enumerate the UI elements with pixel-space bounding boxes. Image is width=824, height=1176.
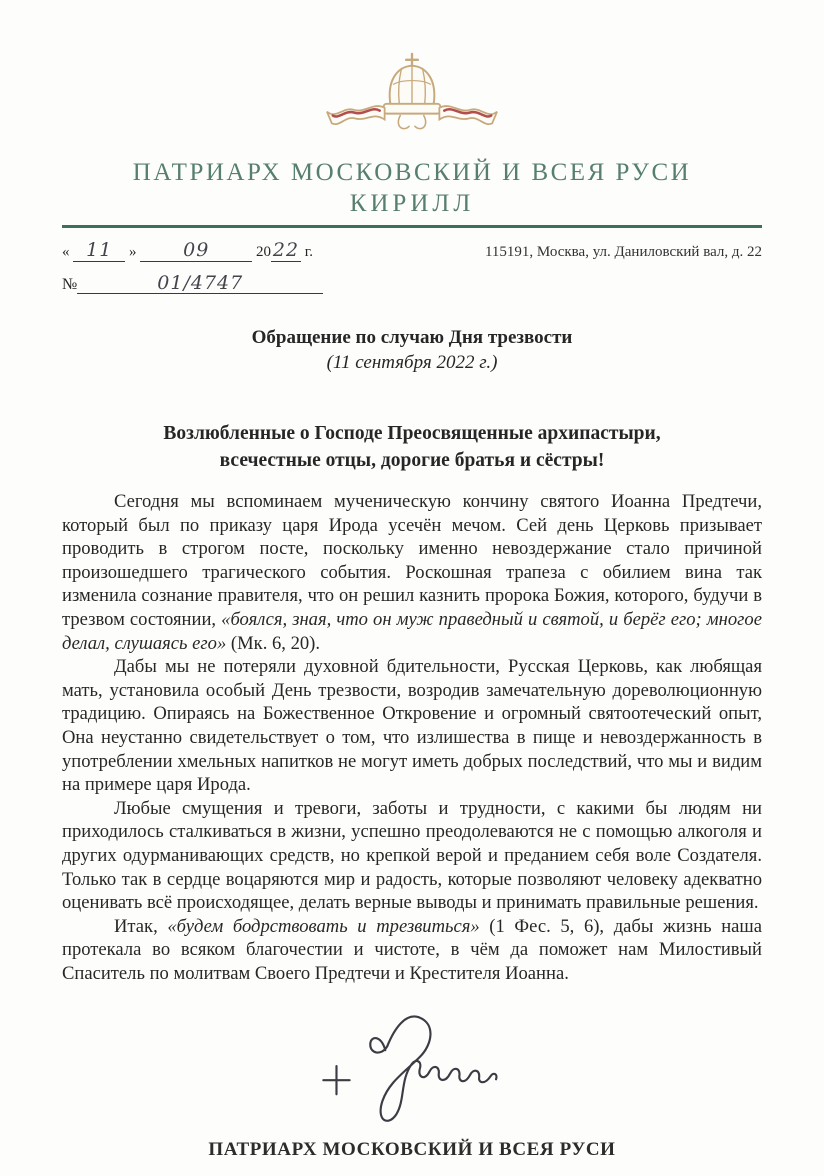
date-line (62, 239, 313, 262)
date-month-value: 09 (183, 239, 210, 261)
scripture-reference-mark: (Мк. 6, 20). (226, 632, 321, 654)
paragraph-2 (62, 655, 762, 797)
document-number-label: № (62, 276, 78, 293)
salutation-line-2: всечестные отцы, дорогие братья и сёстры! (219, 450, 605, 471)
meta-row (62, 239, 762, 262)
patriarchal-mitre-icon (324, 50, 500, 142)
paragraph-3 (62, 797, 762, 915)
letterhead-heading (62, 157, 762, 219)
letter-body (62, 490, 762, 985)
letterhead-address: 115191, Москва, ул. Даниловский вал, д. 22 (484, 244, 762, 260)
salutation-line-1: Возлюбленные о Господе Преосвященные архипастыри, (163, 423, 661, 444)
document-number-value: 01/4747 (157, 272, 244, 294)
paragraph-1 (62, 490, 762, 655)
date-year-value: 22 (272, 239, 300, 261)
scripture-quote-mark: «боялся, зная, что он муж праведный и святой, и берёг его; многое делал, слушаясь его» (62, 608, 762, 654)
paragraph-4-text: Итак, (114, 915, 168, 937)
date-open-quote: « (62, 244, 70, 260)
date-day-value: 11 (86, 239, 113, 261)
scripture-quote-thessalonians: «будем бодрствовать и трезвиться» (167, 915, 480, 937)
date-year-suffix: г. (304, 244, 313, 260)
paragraph-1-text: Сегодня мы вспоминаем мученическую кончину святого Иоанна Предтечи, который был по приказу царя Ирода усечён мечом. Сей день Церковь призывает проводить в строгом посте, поскольку именно невоздержание стало причиной произошедшего трагического события. Роскошная трапеза с обилием вина так изменила сознание правителя, что он решил казнить пророка Божия, которого, будучи в трезвом состоянии, (62, 491, 762, 630)
signer-role: ПАТРИАРХ МОСКОВСКИЙ И ВСЕЯ РУСИ (208, 1139, 616, 1161)
date-close-quote: » (129, 244, 137, 260)
letterhead-divider (62, 225, 762, 228)
document-date-subtitle: (11 сентября 2022 г.) (326, 352, 498, 373)
letterhead-crest (62, 0, 762, 147)
paragraph-2-text: Дабы мы не потеряли духовной бдительности, Русская Церковь, как любящая мать, установила особый День трезвости, возродив замечательную дореволюционную традицию. Опираясь на Божественное Откровение и огромный святоотеческий опыт, Она неустанно свидетельствует о том, что излишества в пище и невоздержанность в употреблении хмельных напитков не могут иметь добрых последствий, что мы и видим на примере царя Ирода. (62, 656, 762, 796)
document-title: Обращение по случаю Дня трезвости (251, 327, 573, 348)
signature-cross-icon (323, 1067, 349, 1095)
paragraph-4 (62, 915, 762, 986)
document-title-block (62, 326, 762, 376)
patriarch-name: КИРИЛЛ (349, 190, 475, 217)
date-century: 20 (256, 244, 271, 260)
kirill-autograph-signature-icon (295, 1007, 530, 1129)
signature-block (62, 1007, 762, 1129)
paragraph-4-text-end: (1 Фес. 5, 6), дабы жизнь наша протекала во всяком благочестии и чистоте, в чём да поможет нам Милостивый Спаситель по молитвам Своего Предтечи и Крестителя Иоанна. (62, 915, 762, 984)
document-number-line (62, 272, 762, 294)
salutation (62, 420, 762, 474)
organization-name: ПАТРИАРХ МОСКОВСКИЙ И ВСЕЯ РУСИ (132, 159, 692, 186)
paragraph-3-text: Любые смущения и тревоги, заботы и трудности, с какими бы людям ни приходилось сталкиваться в жизни, успешно преодолеваются не с помощью алкоголя и других одурманивающих средств, но крепкой верой и преданием себя воле Создателя. Только так в сердце воцаряются мир и радость, которые позволяют человеку адекватно оценивать всё происходящее, делать верные выводы и принимать правильные решения. (62, 797, 762, 914)
